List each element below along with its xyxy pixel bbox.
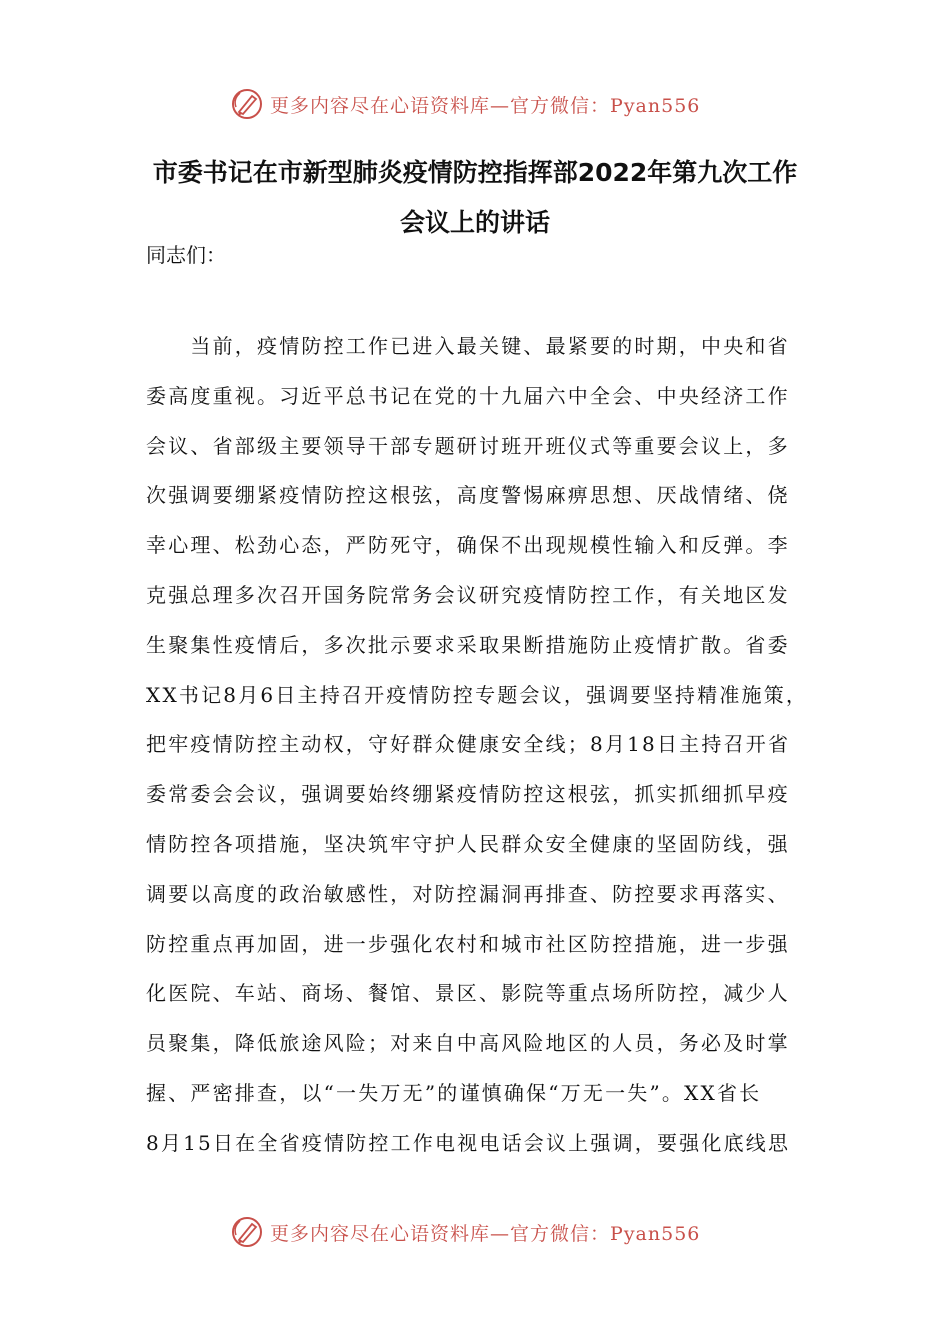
footer-banner-text xyxy=(270,1219,700,1246)
paragraph-line: 化医院、车站、商场、餐馆、景区、影院等重点场所防控，减少人 xyxy=(146,981,790,1006)
paragraph-line: 次强调要绷紧疫情防控这根弦，高度警惕麻痹思想、厌战情绪、侥 xyxy=(146,483,790,508)
paragraph-line: 员聚集，降低旅途风险；对来自中高风险地区的人员，务必及时掌 xyxy=(146,1031,790,1056)
paragraph-line: 把牢疫情防控主动权，守好群众健康安全线；8月18日主持召开省 xyxy=(146,732,791,757)
paragraph-line: 委高度重视。习近平总书记在党的十九届六中全会、中央经济工作 xyxy=(146,383,790,408)
banner-slogan: 更多内容尽在心语资料库 xyxy=(270,1222,491,1245)
body-paragraph xyxy=(146,328,809,1175)
banner-slogan: 更多内容尽在心语资料库 xyxy=(270,94,491,117)
pen-logo-icon xyxy=(230,1215,264,1249)
title-line: 会议上的讲话 xyxy=(399,208,550,237)
banner-wechat-id: Pyan556 xyxy=(610,94,701,117)
paragraph-line: 情防控各项措施，坚决筑牢守护人民群众安全健康的坚固防线，强 xyxy=(146,831,790,856)
paragraph-line: 防控重点再加固，进一步强化农村和城市社区防控措施，进一步强 xyxy=(146,931,790,956)
greeting: 同志们： xyxy=(146,243,226,267)
paragraph-line: 克强总理多次召开国务院常务会议研究疫情防控工作，有关地区发 xyxy=(146,582,790,607)
pen-logo-icon xyxy=(230,87,264,121)
paragraph-line: 调要以高度的政治敏感性，对防控漏洞再排查、防控要求再落实、 xyxy=(146,881,790,906)
header-banner[interactable] xyxy=(230,84,700,124)
banner-wechat-label: 官方微信： xyxy=(510,1222,611,1245)
document-title xyxy=(140,148,810,248)
header-banner-text xyxy=(270,91,700,118)
paragraph-line: 握、严密排查，以“一失万无”的谨慎确保“万无一失”。XX省长 xyxy=(146,1080,762,1105)
banner-dash: — xyxy=(490,94,511,117)
paragraph-line: 8月15日在全省疫情防控工作电视电话会议上强调，要强化底线思 xyxy=(146,1130,791,1155)
banner-wechat-label: 官方微信： xyxy=(510,94,611,117)
paragraph-line: 生聚集性疫情后，多次批示要求采取果断措施防止疫情扩散。省委 xyxy=(146,632,790,657)
paragraph-line: 当前，疫情防控工作已进入最关键、最紧要的时期，中央和省 xyxy=(146,334,790,358)
paragraph-line: 幸心理、松劲心态，严防死守，确保不出现规模性输入和反弹。李 xyxy=(146,533,790,558)
banner-dash: — xyxy=(490,1222,511,1245)
banner-wechat-id: Pyan556 xyxy=(610,1222,701,1245)
paragraph-line: XX书记8月6日主持召开疫情防控专题会议，强调要坚持精准施策， xyxy=(146,682,809,707)
footer-banner[interactable] xyxy=(230,1212,700,1252)
paragraph-line: 会议、省部级主要领导干部专题研讨班开班仪式等重要会议上，多 xyxy=(146,433,790,458)
title-line: 市委书记在市新型肺炎疫情防控指挥部2022年第九次工作 xyxy=(152,158,798,187)
paragraph-line: 委常委会会议，强调要始终绷紧疫情防控这根弦，抓实抓细抓早疫 xyxy=(146,782,790,807)
